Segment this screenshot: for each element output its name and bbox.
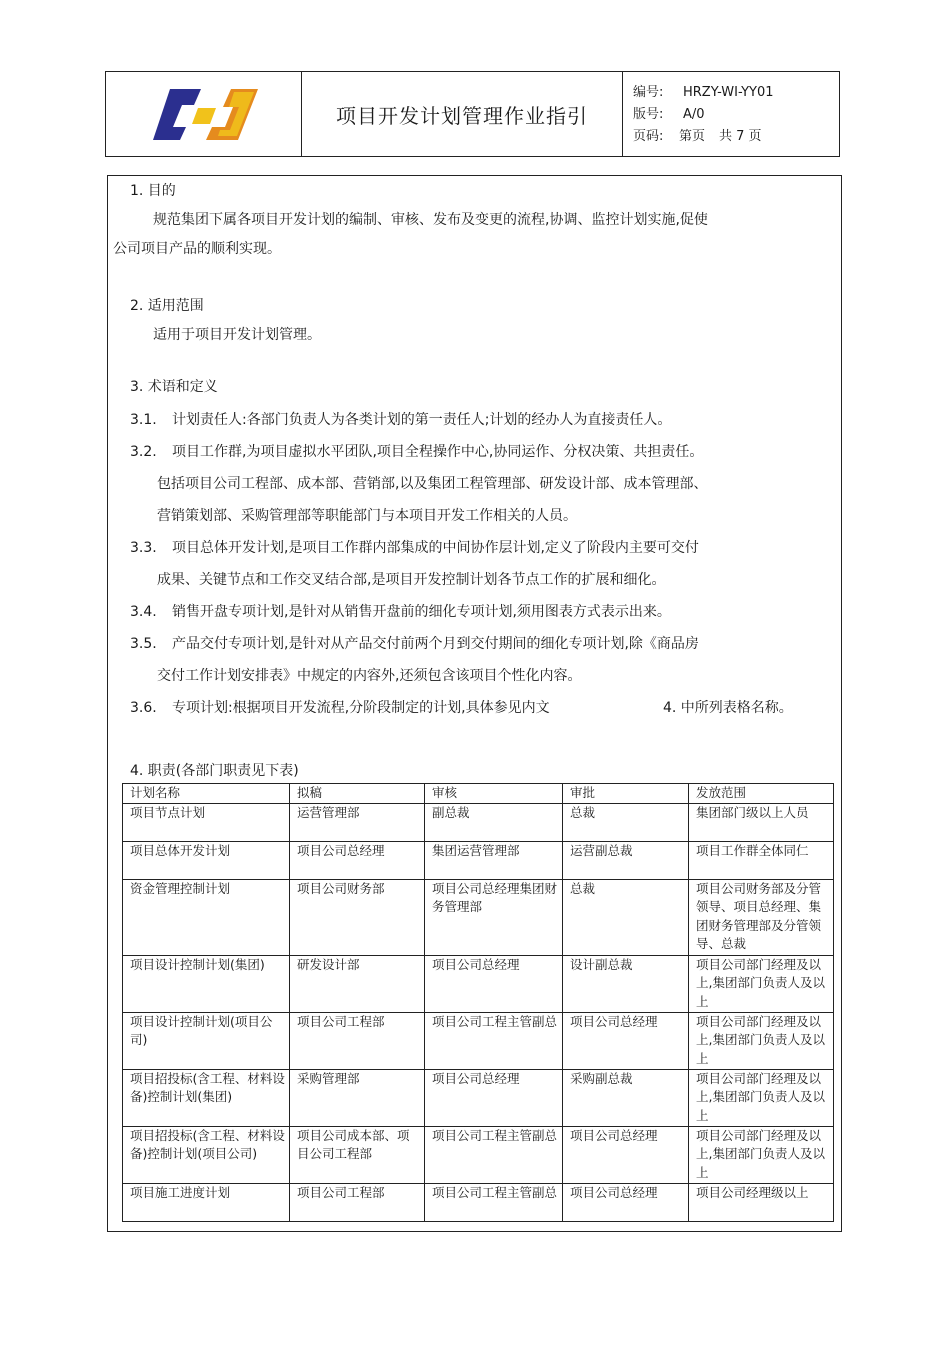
table-cell: 集团运营管理部 xyxy=(425,841,563,879)
version-row xyxy=(633,104,839,126)
clause-3-4-text: 销售开盘专项计划,是针对从销售开盘前的细化专项计划,须用图表方式表示出来。 xyxy=(172,604,671,620)
section-4-heading: 4. 职责(各部门职责见下表) xyxy=(130,763,299,779)
section-2-heading: 2. 适用范围 xyxy=(130,298,204,314)
table-row xyxy=(123,1069,834,1126)
clause-3-3-text-2: 成果、关键节点和工作交叉结合部,是项目开发控制计划各节点工作的扩展和细化。 xyxy=(157,572,666,588)
clause-3-2-number: 3.2. xyxy=(130,444,157,460)
section-2-text: 适用于项目开发计划管理。 xyxy=(153,327,321,343)
table-cell: 运营副总裁 xyxy=(563,841,689,879)
version-value: A/0 xyxy=(683,107,705,122)
column-header: 拟稿 xyxy=(290,784,425,804)
page-row xyxy=(633,126,839,148)
table-cell: 采购管理部 xyxy=(290,1069,425,1126)
table-cell: 项目公司财务部及分管领导、项目总经理、集团财务管理部及分管领导、总裁 xyxy=(689,879,834,955)
table-cell: 项目公司工程主管副总 xyxy=(425,1012,563,1069)
table-cell: 设计副总裁 xyxy=(563,955,689,1012)
document-header xyxy=(105,71,840,157)
clause-3-6-reference: 4. 中所列表格名称。 xyxy=(663,700,793,716)
table-cell: 项目公司工程主管副总 xyxy=(425,1183,563,1221)
clause-3-6-number: 3.6. xyxy=(130,700,157,716)
table-cell: 总裁 xyxy=(563,803,689,841)
section-1-heading: 1. 目的 xyxy=(130,183,176,199)
clause-3-2-text-2: 包括项目公司工程部、成本部、营销部,以及集团工程管理部、研发设计部、成本管理部、 xyxy=(157,476,708,492)
table-cell: 项目公司工程部 xyxy=(290,1012,425,1069)
section-3-heading: 3. 术语和定义 xyxy=(130,379,218,395)
table-cell: 项目公司工程部 xyxy=(290,1183,425,1221)
table-cell: 项目节点计划 xyxy=(123,803,290,841)
table-row xyxy=(123,803,834,841)
table-cell: 项目公司部门经理及以上,集团部门负责人及以上 xyxy=(689,1012,834,1069)
table-cell: 项目公司总经理集团财务管理部 xyxy=(425,879,563,955)
table-cell: 项目公司财务部 xyxy=(290,879,425,955)
table-cell: 副总裁 xyxy=(425,803,563,841)
table-row xyxy=(123,879,834,955)
table-cell: 研发设计部 xyxy=(290,955,425,1012)
page-total: 共 7 页 xyxy=(719,129,762,144)
table-cell: 项目公司总经理 xyxy=(563,1183,689,1221)
table-cell: 项目公司总经理 xyxy=(425,955,563,1012)
document-meta xyxy=(623,72,839,156)
table-cell: 项目公司部门经理及以上,集团部门负责人及以上 xyxy=(689,1069,834,1126)
section-1-line-2: 公司项目产品的顺利实现。 xyxy=(113,241,281,257)
column-header: 审批 xyxy=(563,784,689,804)
clause-3-2-text-1: 项目工作群,为项目虚拟水平团队,项目全程操作中心,协同运作、分权决策、共担责任。 xyxy=(172,444,704,460)
code-label: 编号: xyxy=(633,85,664,100)
clause-3-2-text-3: 营销策划部、采购管理部等职能部门与本项目开发工作相关的人员。 xyxy=(157,508,577,524)
table-row xyxy=(123,955,834,1012)
clause-3-1-number: 3.1. xyxy=(130,412,157,428)
code-row xyxy=(633,82,839,104)
table-cell: 运营管理部 xyxy=(290,803,425,841)
table-cell: 项目公司总经理 xyxy=(290,841,425,879)
table-cell: 项目公司经理级以上 xyxy=(689,1183,834,1221)
page-value: 第页 xyxy=(679,129,706,144)
clause-3-4-number: 3.4. xyxy=(130,604,157,620)
table-cell: 项目招投标(含工程、材料设备)控制计划(集团) xyxy=(123,1069,290,1126)
clause-3-6-text: 专项计划:根据项目开发流程,分阶段制定的计划,具体参见内文 xyxy=(172,700,550,716)
table-cell: 项目公司总经理 xyxy=(563,1126,689,1183)
table-cell: 采购副总裁 xyxy=(563,1069,689,1126)
column-header: 计划名称 xyxy=(123,784,290,804)
version-label: 版号: xyxy=(633,107,664,122)
clause-3-1-text: 计划责任人:各部门负责人为各类计划的第一责任人;计划的经办人为直接责任人。 xyxy=(172,412,672,428)
table-cell: 项目公司部门经理及以上,集团部门负责人及以上 xyxy=(689,1126,834,1183)
responsibility-table xyxy=(122,783,834,1222)
table-row xyxy=(123,841,834,879)
document-title: 项目开发计划管理作业指引 xyxy=(302,72,623,156)
page-label: 页码: xyxy=(633,129,664,144)
company-logo-cell xyxy=(106,72,302,156)
table-header-row xyxy=(123,784,834,804)
table-cell: 项目施工进度计划 xyxy=(123,1183,290,1221)
table-cell: 项目公司成本部、项目公司工程部 xyxy=(290,1126,425,1183)
table-cell: 项目公司部门经理及以上,集团部门负责人及以上 xyxy=(689,955,834,1012)
column-header: 发放范围 xyxy=(689,784,834,804)
clause-3-5-number: 3.5. xyxy=(130,636,157,652)
clause-3-3-number: 3.3. xyxy=(130,540,157,556)
table-row xyxy=(123,1012,834,1069)
clause-3-5-text-2: 交付工作计划安排表》中规定的内容外,还须包含该项目个性化内容。 xyxy=(157,668,582,684)
table-cell: 项目设计控制计划(集团) xyxy=(123,955,290,1012)
table-cell: 项目公司总经理 xyxy=(425,1069,563,1126)
clause-3-5-text-1: 产品交付专项计划,是针对从产品交付前两个月到交付期间的细化专项计划,除《商品房 xyxy=(172,636,699,652)
table-cell: 资金管理控制计划 xyxy=(123,879,290,955)
column-header: 审核 xyxy=(425,784,563,804)
table-cell: 项目总体开发计划 xyxy=(123,841,290,879)
table-cell: 项目公司总经理 xyxy=(563,1012,689,1069)
company-logo xyxy=(106,72,301,158)
table-cell: 项目工作群全体同仁 xyxy=(689,841,834,879)
table-cell: 项目公司工程主管副总 xyxy=(425,1126,563,1183)
table-cell: 集团部门级以上人员 xyxy=(689,803,834,841)
table-row xyxy=(123,1183,834,1221)
clause-3-3-text-1: 项目总体开发计划,是项目工作群内部集成的中间协作层计划,定义了阶段内主要可交付 xyxy=(172,540,699,556)
table-cell: 项目设计控制计划(项目公司) xyxy=(123,1012,290,1069)
table-cell: 项目招投标(含工程、材料设备)控制计划(项目公司) xyxy=(123,1126,290,1183)
table-row xyxy=(123,1126,834,1183)
section-1-line-1: 规范集团下属各项目开发计划的编制、审核、发布及变更的流程,协调、监控计划实施,促使 xyxy=(153,212,708,228)
code-value: HRZY-WI-YY01 xyxy=(683,85,774,100)
table-cell: 总裁 xyxy=(563,879,689,955)
